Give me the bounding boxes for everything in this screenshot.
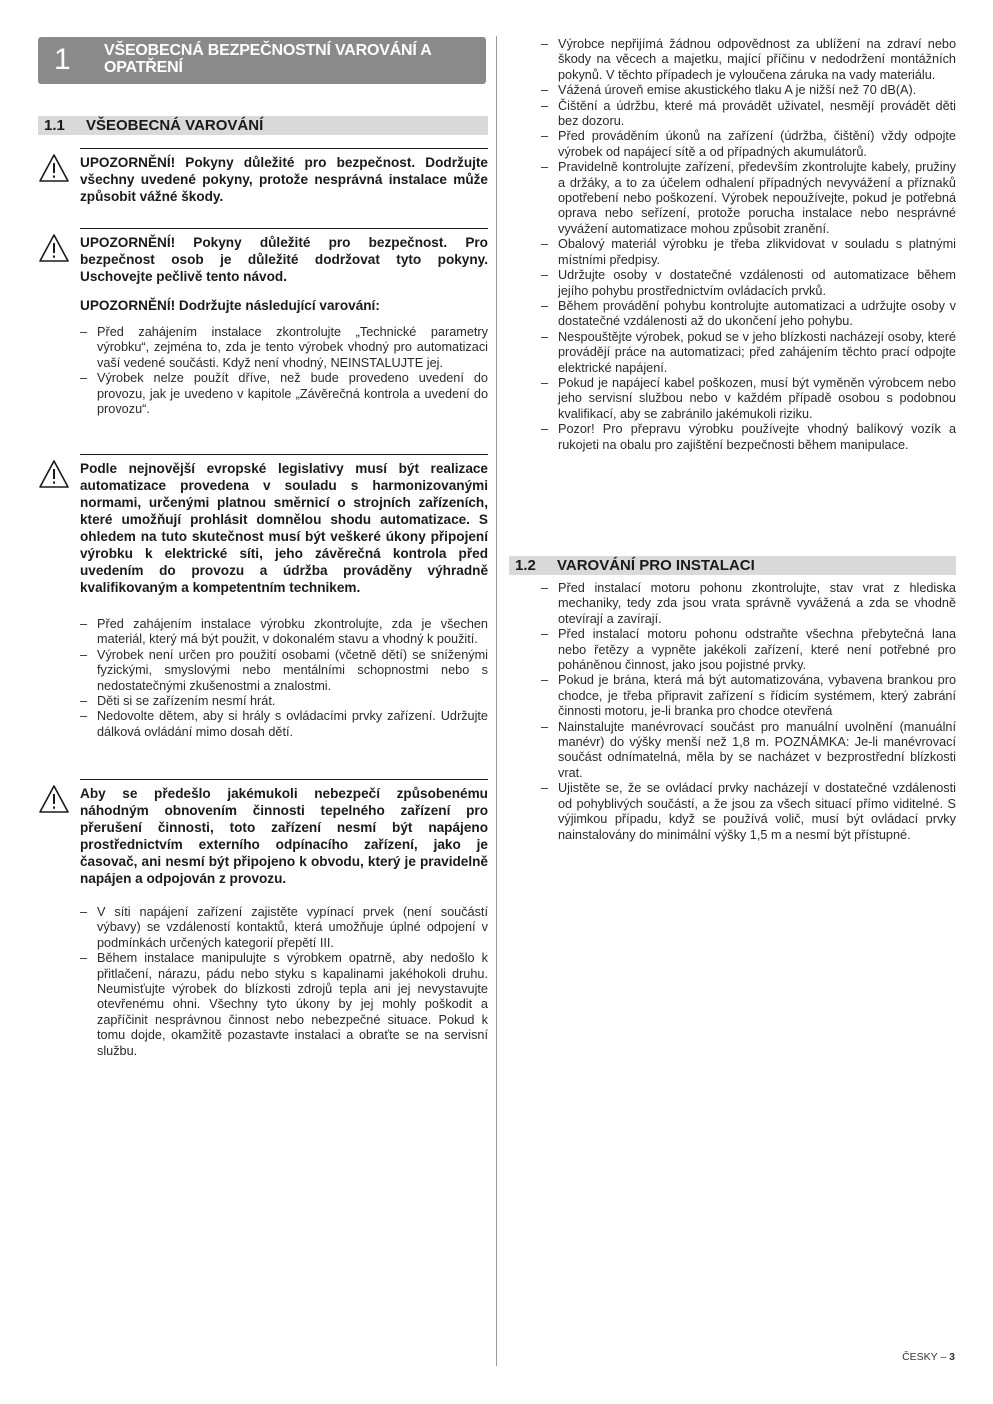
section-heading-1-1 [38, 116, 488, 135]
warning-text: UPOZORNĚNÍ! Pokyny důležité pro bezpečnost. Dodržujte všechny uvedené pokyny, protože nesprávná instalace může způsobit vážné škody. [80, 155, 488, 204]
divider [80, 454, 488, 455]
warning-text: UPOZORNĚNÍ! Pokyny důležité pro bezpečnost. Pro bezpečnost osob je důležité dodržovat tyto pokyny. Uschovejte pečlivě tento návod. [80, 235, 488, 284]
list-item: – Výrobek nelze použít dříve, než bude provedeno uvedení do provozu, jak je uvedeno v kapitole „Závěrečná kontrola a uvedení do provozu“. [80, 371, 488, 417]
list-item: – Pokud je napájecí kabel poškozen, musí být vyměněn výrobcem nebo jeho servisní službou nebo v každém případě osobou s podobnou kvalifikací, aby se zabránilo jakémukoli riziku. [541, 376, 956, 422]
divider [80, 779, 488, 780]
footer-language: ČESKY – [902, 1351, 950, 1363]
list-item: – Během provádění pohybu kontrolujte automatizaci a udržujte osoby v dostatečné vzdálenosti až do ukončení jeho pohybu. [541, 299, 956, 330]
chapter-number: 1 [54, 43, 71, 76]
list-item: – Během instalace manipulujte s výrobkem opatrně, aby nedošlo k přitlačení, nárazu, pádu nebo styku s kapalinami jakéhokoli druhu. Neumisťujte výrobek do blízkosti zdrojů tepla ani jej nevystavujte otevřenému ohni. Všechny tyto úkony by jej mohly poškodit a zapříčinit nesprávnou činnost nebo nebezpečné situace. Pokud k tomu dojde, okamžitě pozastavte instalaci a obraťte se na servisní službu. [80, 951, 488, 1059]
list-item: – Výrobce nepřijímá žádnou odpovědnost za ublížení na zdraví nebo škody na věcech a majetku, mající příčinu v nedodržení montážních pokynů. V těchto případech je vyloučena záruka na vady materiálu. [541, 37, 956, 83]
warning-text: Podle nejnovější evropské legislativy musí být realizace automatizace provedena v souladu s harmonizovanými normami, určenými platnou směrnicí o strojních zařízeních, které umožňují prohlásit domnělou shodu automatizace. S ohledem na tuto skutečnost musí být veškeré úkony připojení výrobku k elektrické síti, jeho závěrečná kontrola před uvedením do provozu a údržba prováděny výhradně kvalifikovaným a kompetentním technikem. [80, 461, 488, 595]
list-item: – Pozor! Pro přepravu výrobku používejte vhodný balíkový vozík a rukojeti na obalu pro zajištění bezpečnosti během manipulace. [541, 422, 956, 453]
section-title: VŠEOBECNÁ VAROVÁNÍ [86, 117, 264, 134]
list-item: – Nespouštějte výrobek, pokud se v jeho blízkosti nacházejí osoby, které provádějí práce na automatizaci; před zahájením těchto prací odpojte elektrické napájení. [541, 330, 956, 376]
list-item: – Nedovolte dětem, aby si hrály s ovládacími prvky zařízení. Udržujte dálková ovládání mimo dosah dětí. [80, 709, 488, 740]
warning-text: Aby se předešlo jakémukoli nebezpečí způsobenému náhodným obnovením činnosti tepelného zařízení pro přerušení činnosti, toto zařízení nesmí být napájeno prostřednictvím externího odpínacího zařízení, jako je časovač, ani nesmí být připojeno k obvodu, který je pravidelně napájen a odpojován z provozu. [80, 786, 488, 886]
list-c [80, 905, 488, 1059]
chapter-header [38, 37, 486, 84]
warning-triangle-icon [38, 153, 70, 183]
section-heading-1-2 [509, 556, 956, 575]
divider [80, 148, 488, 149]
page-number: 3 [949, 1351, 955, 1363]
column-divider [496, 36, 497, 1366]
section-title: VAROVÁNÍ PRO INSTALACI [557, 557, 755, 574]
warning-triangle-icon [38, 784, 70, 814]
warning-subheading: UPOZORNĚNÍ! Dodržujte následující varování: [80, 298, 380, 313]
warning-triangle-icon [38, 233, 70, 263]
list-item: – Obalový materiál výrobku je třeba zlikvidovat v souladu s platnými místními předpisy. [541, 237, 956, 268]
list-item: – Čištění a údržbu, které má provádět uživatel, nesmějí provádět děti bez dozoru. [541, 99, 956, 130]
page-footer [902, 1351, 955, 1363]
list-item: – Vážená úroveň emise akustického tlaku A je nižší než 70 dB(A). [541, 83, 956, 98]
list-item: – Výrobek není určen pro použití osobami (včetně dětí) se sníženými fyzickými, smyslovými nebo mentálními schopnostmi nebo s nedostatečnými zkušenostmi a znalostmi. [80, 648, 488, 694]
list-item: – Před zahájením instalace zkontrolujte „Technické parametry výrobku“, zejména to, zda je tento výrobek vhodný pro automatizaci vaší vedené součásti. Když není vhodný, NEINSTALUJTE jej. [80, 325, 488, 371]
list-item: – Pravidelně kontrolujte zařízení, především zkontrolujte kabely, pružiny a držáky, a to za účelem odhalení případných nevyvážení a příznaků opotřebení nebo poškození. Výrobek nepoužívejte, pokud je potřebná oprava nebo seřízení, protože porucha instalace nebo nesprávné vyvážení automatizace mohou způsobit zranění. [541, 160, 956, 237]
list-e [541, 581, 956, 843]
list-item: – Před instalací motoru pohonu odstraňte všechna přebytečná lana nebo řetězy a vypněte jakékoli zařízení, které není potřebné pro poháněnou činnost, jako jsou pojistné prvky. [541, 627, 956, 673]
list-item: – Před prováděním úkonů na zařízení (údržba, čištění) vždy odpojte výrobek od napájecí sítě a od případných akumulátorů. [541, 129, 956, 160]
warning-triangle-icon [38, 459, 70, 489]
chapter-title: VŠEOBECNÁ BEZPEČNOSTNÍ VAROVÁNÍ A OPATŘENÍ [104, 42, 432, 76]
list-item: – Před instalací motoru pohonu zkontrolujte, stav vrat z hlediska mechaniky, tedy zda jsou vrata správně vyvážená a zda se vhodně otevírají a zavírají. [541, 581, 956, 627]
list-item: – Udržujte osoby v dostatečné vzdálenosti od automatizace během jejího pohybu prostřednictvím ovládacích prvků. [541, 268, 956, 299]
list-item: – Před zahájením instalace výrobku zkontrolujte, zda je všechen materiál, který má být použit, v dokonalém stavu a vhodný k použití. [80, 617, 488, 648]
list-item: – Pokud je brána, která má být automatizována, vybavena brankou pro chodce, je třeba připravit zařízení s řídicím systémem, který zabrání činnosti motoru, je-li branka pro chodce otevřená [541, 673, 956, 719]
divider [80, 228, 488, 229]
list-b [80, 617, 488, 740]
list-item: – Ujistěte se, že se ovládací prvky nacházejí v dostatečné vzdálenosti od pohyblivých součástí, a že jsou za všech situací přímo viditelné. S výjimkou případu, když se používá volič, musí být ovládací prvky nainstalovány do minimální výšky 1,5 m a nesmí být přístupné. [541, 781, 956, 843]
list-item: – V síti napájení zařízení zajistěte vypínací prvek (není součástí výbavy) se vzdáleností kontaktů, která umožňuje úplné odpojení v podmínkách určených kategorií přepětí III. [80, 905, 488, 951]
section-number: 1.2 [515, 557, 536, 574]
section-number: 1.1 [44, 117, 65, 134]
list-a [80, 325, 488, 417]
list-item: – Nainstalujte manévrovací součást pro manuální uvolnění (manuální manévr) do výšky menší než 1,8 m. POZNÁMKA: Je-li manévrovací součást odnímatelná, měla by se nacházet v bezprostřední blízkosti vrat. [541, 720, 956, 782]
list-item: – Děti si se zařízením nesmí hrát. [80, 694, 488, 709]
list-d [541, 37, 956, 453]
